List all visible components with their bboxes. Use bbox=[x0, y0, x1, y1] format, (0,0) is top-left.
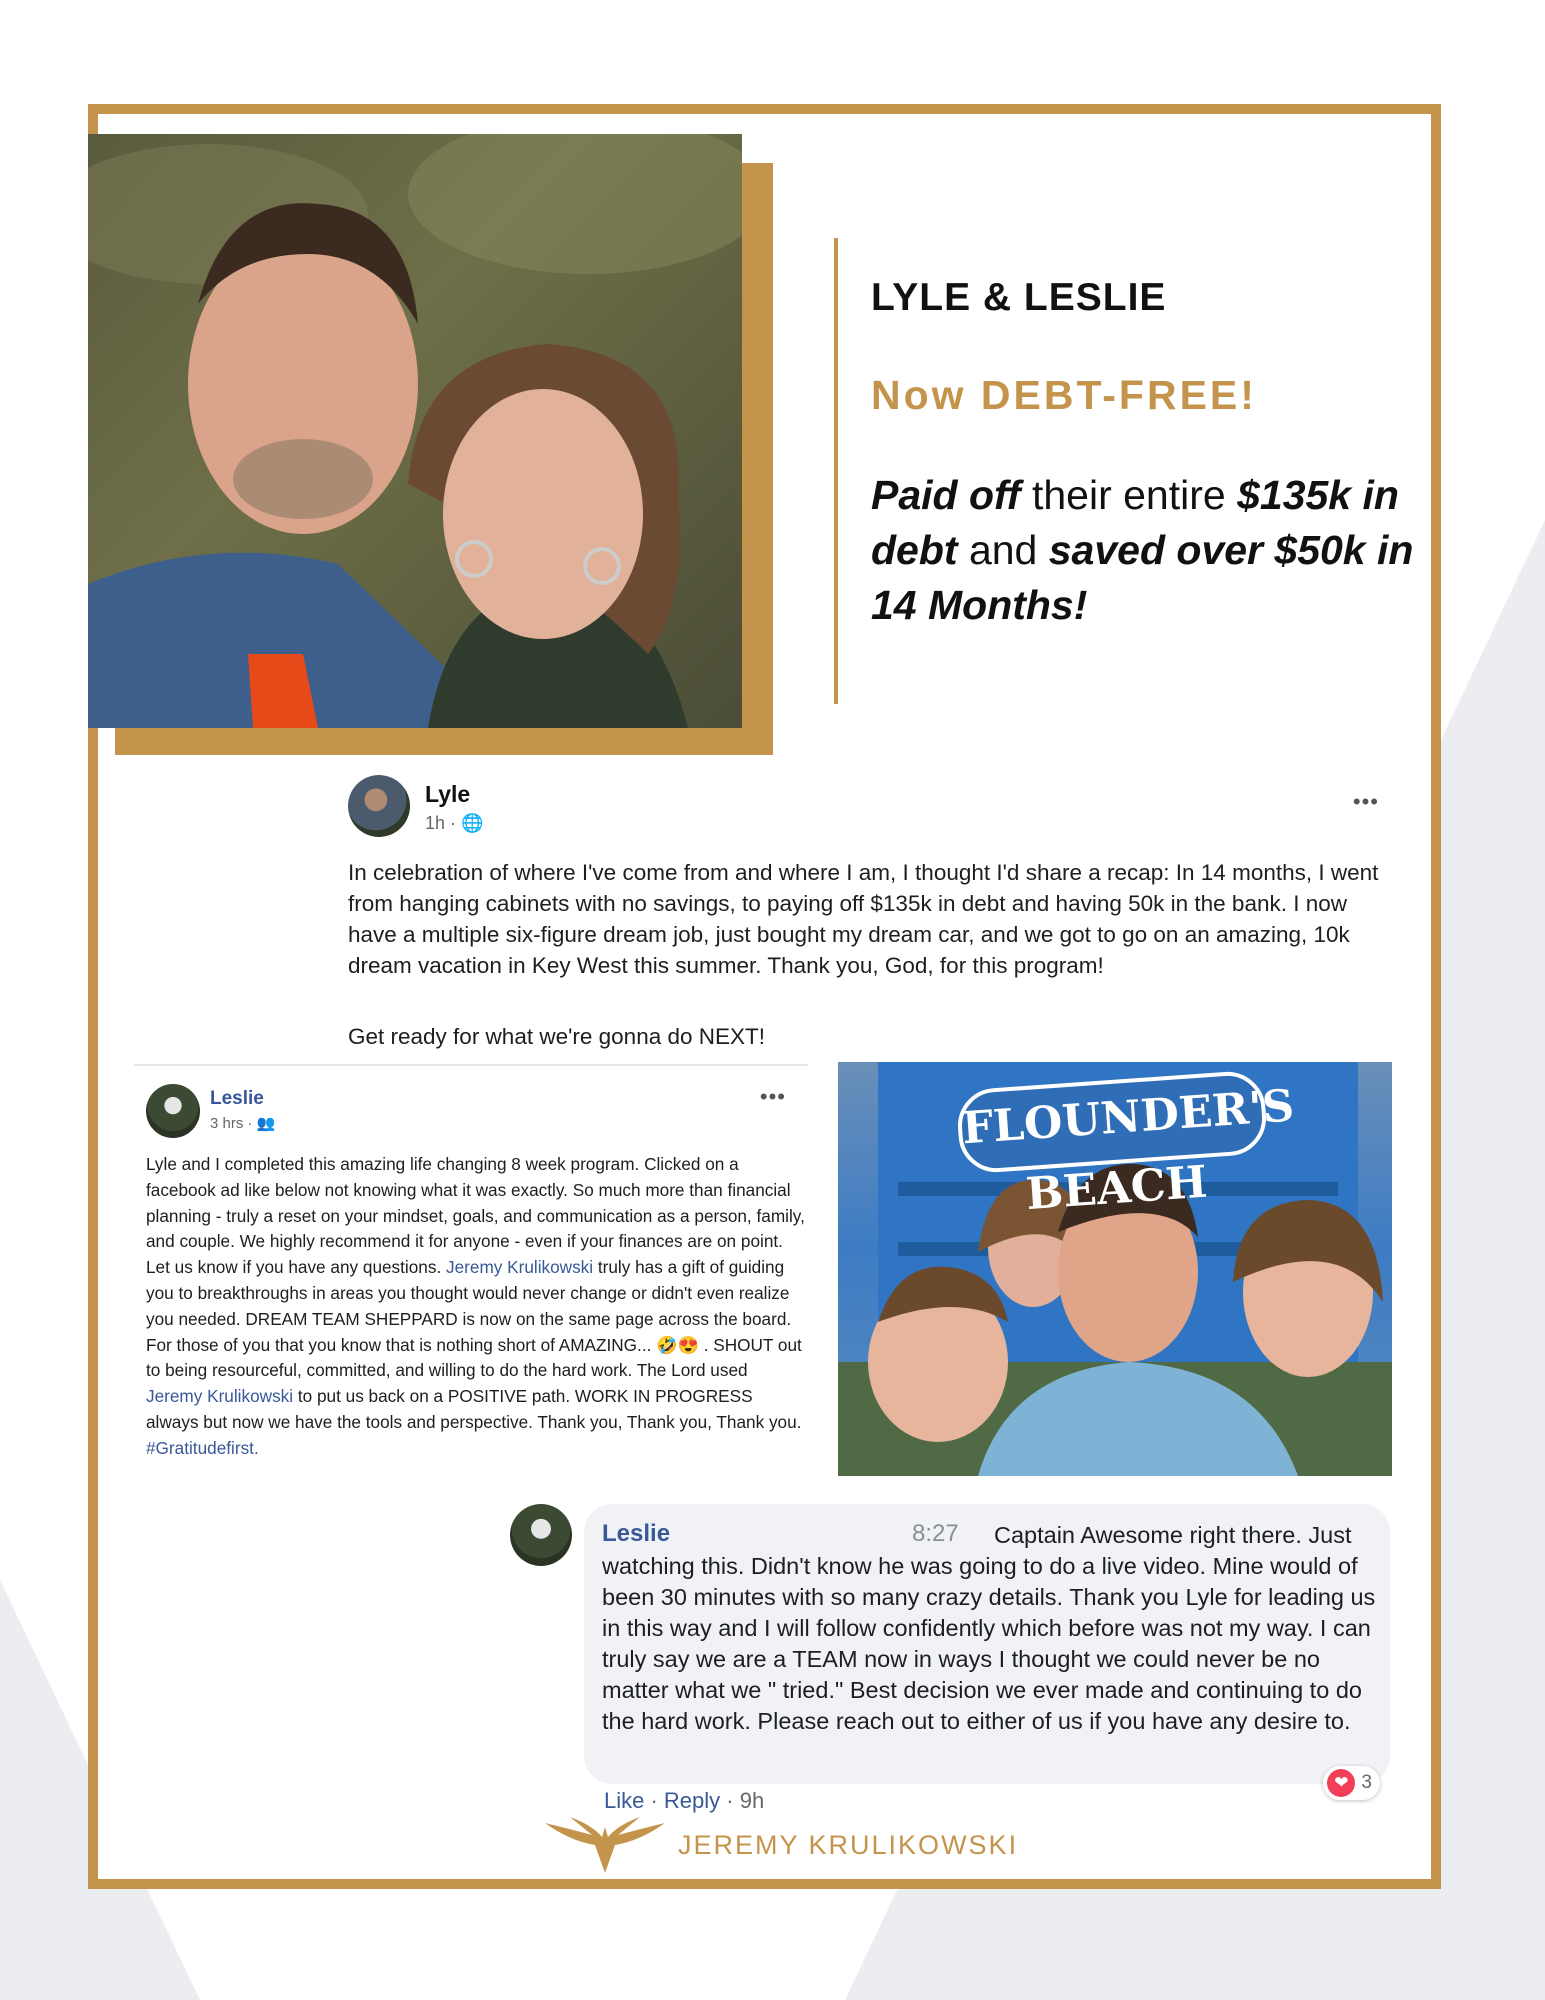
reaction-count[interactable] bbox=[1323, 1766, 1380, 1800]
more-options-icon[interactable]: ••• bbox=[1352, 789, 1379, 814]
summary-text: and bbox=[957, 527, 1049, 573]
more-options-icon[interactable]: ••• bbox=[759, 1084, 786, 1109]
post-meta: 3 hrs · 👥 bbox=[210, 1115, 276, 1132]
reply-link[interactable]: Reply bbox=[663, 1788, 721, 1813]
avatar[interactable] bbox=[348, 775, 410, 837]
post-text-part: Lyle and I completed this amazing life changing 8 week program. Clicked on a facebook ad like below not knowing what it was exactly. So much more than financial planning - truly a reset on your mindset, goals, and communication as a person, family, and couple. We highly recommend it for anyone - even if your finances are on point. Let us know if you have any questions. bbox=[146, 1154, 805, 1278]
globe-icon: 🌐 bbox=[461, 813, 484, 833]
summary-emphasis: $135k in debt bbox=[871, 472, 1399, 573]
comment-video-timestamp[interactable]: 8:27 bbox=[912, 1520, 959, 1547]
post-text-part: truly has a gift of guiding you to breakthroughs in areas you thought would never change or didn't even realize you needed. DREAM TEAM SHEPPARD is now on the same page across the board. For those of you that you know that is nothing short of AMAZING... 🤣😍 . SHOUT out to being resourceful, committed, and willing to do the hard work. The Lord used bbox=[146, 1257, 802, 1381]
post-text-part: to put us back on a POSITIVE path. WORK IN PROGRESS always but now we have the tools and perspective. Thank you, Thank you, Thank you. bbox=[146, 1386, 802, 1432]
post-text: In celebration of where I've come from and where I am, I thought I'd share a recap: In 14 months, I went from hanging cabinets with no savings, to paying off $135k in debt and having 50k in the bank. I now have a multiple six-figure dream job, just bought my dream car, and we got to go on an amazing, 10k dream vacation in Key West this summer. Thank you, God, for this program! bbox=[348, 860, 1379, 978]
testimonial-summary bbox=[871, 468, 1431, 633]
brand-logo bbox=[540, 1815, 1019, 1875]
accent-divider bbox=[834, 238, 838, 704]
facebook-comment bbox=[498, 1480, 1412, 1816]
testimonial-names: LYLE & LESLIE bbox=[871, 276, 1167, 319]
heart-icon: ❤ bbox=[1327, 1769, 1355, 1797]
post-text bbox=[146, 1152, 806, 1462]
mention-link[interactable]: Jeremy Krulikowski bbox=[146, 1386, 294, 1407]
comment-text bbox=[602, 1520, 1392, 1737]
brand-name: JEREMY KRULIKOWSKI bbox=[678, 1830, 1019, 1860]
summary-emphasis: Paid off bbox=[871, 472, 1021, 518]
avatar[interactable] bbox=[510, 1504, 572, 1566]
couple-photo-illustration bbox=[88, 134, 742, 728]
post-author[interactable]: Leslie bbox=[210, 1088, 264, 1109]
avatar[interactable] bbox=[146, 1084, 200, 1138]
eagle-icon bbox=[540, 1815, 670, 1875]
comment-bubble bbox=[584, 1504, 1390, 1784]
comment-actions: Like · Reply · 9h bbox=[604, 1788, 765, 1813]
post-meta: 1h · 🌐 bbox=[425, 813, 484, 833]
summary-emphasis: saved over $50k in 14 Months! bbox=[871, 527, 1414, 628]
facebook-post-lyle bbox=[115, 759, 1401, 1064]
comment-author[interactable]: Leslie bbox=[602, 1520, 671, 1547]
beach-sign: FLOUNDER'S BEACH bbox=[955, 1069, 1268, 1174]
post-time[interactable]: 1h bbox=[425, 813, 446, 833]
family-beach-photo bbox=[838, 1062, 1392, 1476]
like-link[interactable]: Like bbox=[604, 1788, 645, 1813]
post-text-closing: Get ready for what we're gonna do NEXT! bbox=[348, 1024, 766, 1049]
reaction-number: 3 bbox=[1361, 1772, 1372, 1793]
post-time[interactable]: 3 hrs bbox=[210, 1115, 244, 1132]
testimonial-status: Now DEBT-FREE! bbox=[871, 372, 1257, 418]
comment-text-body: Captain Awesome right there. Just watching this. Didn't know he was going to do a live video. Mine would of been 30 minutes with so many crazy details. Thank you Lyle for leading us in this way and I will follow confidently which before was not my way. I can truly say we are a TEAM now in ways I thought we could never be no matter what we " tried." Best decision we ever made and continuing to do the hard work. Please reach out to either of us if you have any desire to. bbox=[602, 1522, 1376, 1734]
mention-link[interactable]: Jeremy Krulikowski bbox=[446, 1257, 594, 1278]
summary-text: their entire bbox=[1020, 472, 1238, 518]
post-author[interactable]: Lyle bbox=[425, 781, 471, 807]
hashtag-link[interactable]: #Gratitudefirst. bbox=[146, 1437, 259, 1458]
comment-age: 9h bbox=[739, 1788, 765, 1813]
friends-icon: 👥 bbox=[256, 1115, 276, 1132]
facebook-post-leslie bbox=[134, 1064, 808, 1486]
couple-photo bbox=[88, 134, 742, 728]
